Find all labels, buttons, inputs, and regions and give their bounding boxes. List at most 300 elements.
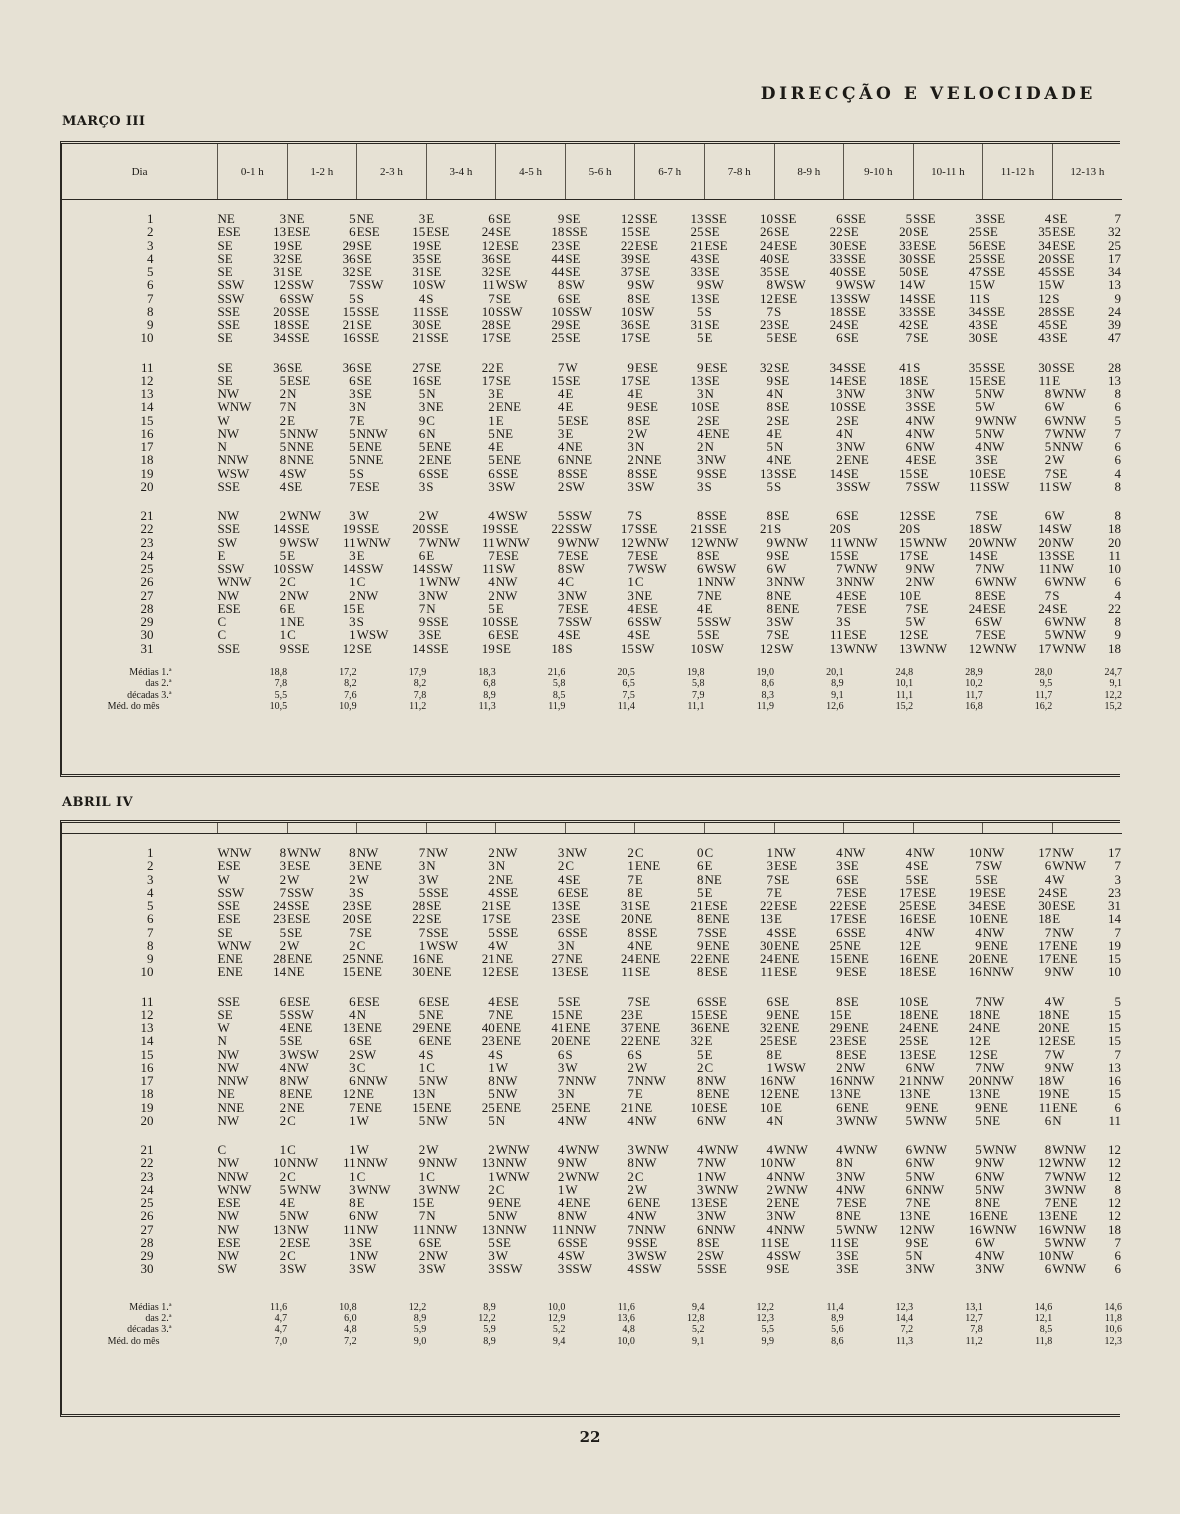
wind-cell xyxy=(496,1074,566,1087)
wind-direction: SSE xyxy=(495,884,519,900)
wind-cell xyxy=(218,589,288,602)
wind-speed: 1 xyxy=(349,627,356,643)
wind-cell xyxy=(1052,278,1122,291)
wind-speed: 3 xyxy=(905,1261,913,1277)
wind-cell xyxy=(426,1170,496,1183)
wind-cell xyxy=(844,1048,914,1061)
wind-speed: 3 xyxy=(418,871,426,887)
average-value: 10,9 xyxy=(339,700,357,712)
wind-direction: ESE xyxy=(913,452,937,468)
wind-direction: ESE xyxy=(982,587,1006,603)
wind-cell xyxy=(635,859,705,872)
wind-cell xyxy=(426,292,496,305)
wind-direction: NNW xyxy=(426,1155,458,1171)
wind-direction: SSE xyxy=(495,614,519,629)
wind-direction: NNW xyxy=(356,1073,388,1088)
wind-direction: SE xyxy=(217,250,233,266)
wind-direction: SSE xyxy=(426,884,449,900)
wind-speed: 5 xyxy=(1114,993,1121,1009)
wind-direction: SSE xyxy=(913,399,936,415)
wind-cell xyxy=(774,374,844,387)
day-number: 22 xyxy=(140,521,154,537)
wind-direction: E xyxy=(565,386,574,401)
wind-speed: 4 xyxy=(627,1261,634,1277)
wind-cell xyxy=(704,1249,774,1262)
wind-speed: 3 xyxy=(349,884,356,900)
wind-direction: SE xyxy=(982,1046,998,1062)
wind-speed: 10 xyxy=(899,587,913,603)
wind-speed: 9 xyxy=(418,412,426,428)
wind-direction: NE xyxy=(843,1086,861,1102)
wind-cell xyxy=(635,1196,705,1209)
wind-direction: WNW xyxy=(1052,1181,1087,1197)
day-number: 4 xyxy=(147,250,154,266)
wind-cell xyxy=(496,575,566,588)
wind-cell xyxy=(774,1074,844,1087)
table-row xyxy=(62,1156,1122,1169)
wind-cell xyxy=(1052,1236,1122,1249)
day-number: 26 xyxy=(140,1208,154,1224)
wind-speed: 3 xyxy=(488,386,495,401)
wind-cell xyxy=(913,387,983,400)
average-value: 8,2 xyxy=(413,678,427,690)
wind-speed: 15 xyxy=(1108,951,1121,966)
wind-speed: 22 xyxy=(829,224,843,240)
average-value: 6,5 xyxy=(622,678,635,690)
table-row xyxy=(62,1021,1122,1034)
wind-cell xyxy=(218,642,288,655)
wind-cell xyxy=(218,265,288,278)
average-value: 11,8 xyxy=(1035,1335,1053,1347)
wind-direction: SSE xyxy=(843,211,866,226)
wind-cell xyxy=(774,265,844,278)
wind-speed: 24 xyxy=(968,600,982,616)
table-row xyxy=(62,239,1122,252)
wind-speed: 6 xyxy=(1114,1261,1121,1277)
wind-speed: 3 xyxy=(836,858,843,874)
wind-direction: E xyxy=(982,1033,991,1049)
wind-speed: 12 xyxy=(760,290,774,306)
wind-direction: SSE xyxy=(217,303,240,319)
wind-direction: N xyxy=(426,858,436,874)
wind-cell xyxy=(983,318,1053,331)
wind-cell xyxy=(1052,414,1122,427)
wind-direction: SE xyxy=(913,224,929,240)
wind-cell xyxy=(704,995,774,1008)
wind-cell xyxy=(218,427,288,440)
wind-speed: 4 xyxy=(766,924,774,940)
wind-cell xyxy=(704,239,774,252)
wind-direction: SE xyxy=(982,224,998,240)
wind-direction: SE xyxy=(704,290,720,306)
wind-cell xyxy=(704,589,774,602)
wind-speed: 29 xyxy=(412,1020,426,1035)
wind-cell xyxy=(426,1021,496,1034)
wind-cell xyxy=(426,926,496,939)
wind-direction: SSW xyxy=(982,478,1010,494)
wind-speed: 3 xyxy=(557,425,565,441)
averages-label-text: Médias xyxy=(129,666,159,678)
wind-direction: WNW xyxy=(982,1221,1017,1237)
wind-cell xyxy=(844,952,914,965)
wind-cell xyxy=(565,1008,635,1021)
wind-cell xyxy=(357,615,427,628)
wind-cell xyxy=(913,1262,983,1275)
wind-speed: 7 xyxy=(766,303,774,319)
table-row xyxy=(62,1262,1122,1275)
wind-cell xyxy=(844,331,914,344)
wind-cell xyxy=(287,562,357,575)
wind-speed: 8 xyxy=(1044,1142,1052,1157)
wind-speed: 21 xyxy=(690,237,704,253)
wind-speed: 2 xyxy=(418,508,426,523)
wind-cell xyxy=(635,589,705,602)
wind-cell xyxy=(287,1236,357,1249)
wind-direction: ESE xyxy=(843,1195,867,1210)
wind-cell xyxy=(983,252,1053,265)
wind-direction: ENE xyxy=(704,1086,730,1102)
wind-direction: SE xyxy=(356,264,372,279)
day-number: 19 xyxy=(140,1099,154,1115)
wind-speed: 19 xyxy=(342,521,356,537)
wind-cell xyxy=(426,1223,496,1236)
wind-direction: ESE xyxy=(982,884,1006,900)
wind-speed: 14 xyxy=(342,561,356,576)
wind-cell xyxy=(565,467,635,480)
wind-speed: 5 xyxy=(488,1112,495,1128)
wind-speed: 2 xyxy=(279,1112,287,1128)
wind-direction: SSW xyxy=(843,290,871,306)
wind-speed: 16 xyxy=(899,911,913,927)
wind-direction: ESE xyxy=(982,627,1006,643)
wind-cell xyxy=(287,374,357,387)
header-blank xyxy=(218,823,288,834)
wind-direction: SE xyxy=(913,547,929,563)
wind-direction: SE xyxy=(634,993,651,1009)
decade-marker: 1.ª xyxy=(161,1301,172,1313)
table-row xyxy=(62,331,1122,344)
wind-cell xyxy=(357,1223,427,1236)
wind-speed: 5 xyxy=(905,1248,913,1263)
averages-row xyxy=(62,678,1122,689)
wind-speed: 4 xyxy=(766,1142,774,1157)
wind-cell xyxy=(774,509,844,522)
average-value: 10,0 xyxy=(547,1301,566,1313)
wind-direction: ESE xyxy=(704,1006,728,1022)
spacer-row xyxy=(62,655,1122,667)
wind-cell xyxy=(426,873,496,886)
wind-speed: 17 xyxy=(481,372,495,388)
wind-speed: 7 xyxy=(557,600,565,616)
wind-cell xyxy=(983,305,1053,318)
wind-cell xyxy=(218,1087,288,1100)
wind-direction: NNE xyxy=(217,1099,245,1115)
wind-cell xyxy=(218,846,288,859)
average-value: 11,9 xyxy=(548,700,566,712)
wind-cell xyxy=(774,331,844,344)
wind-speed: 41 xyxy=(551,1020,565,1035)
wind-cell xyxy=(844,1236,914,1249)
wind-direction: SE xyxy=(495,640,511,656)
wind-cell xyxy=(287,846,357,859)
wind-cell xyxy=(844,212,914,225)
wind-speed: 5 xyxy=(905,1112,913,1128)
wind-speed: 11 xyxy=(343,1221,356,1237)
wind-cell xyxy=(218,886,288,899)
wind-speed: 30 xyxy=(899,250,913,266)
wind-speed: 2 xyxy=(349,937,356,953)
wind-speed: 27 xyxy=(412,359,426,375)
average-value: 5,9 xyxy=(483,1324,496,1336)
wind-direction: N xyxy=(426,386,436,401)
wind-direction: ENE xyxy=(843,1020,869,1035)
wind-direction: SE xyxy=(704,399,720,415)
day-number: 3 xyxy=(147,871,154,887)
wind-cell xyxy=(635,1143,705,1156)
wind-direction: ESE xyxy=(495,237,519,253)
wind-speed: 6 xyxy=(349,224,356,240)
wind-speed: 5 xyxy=(1044,1234,1052,1250)
average-value: 15,2 xyxy=(1104,700,1122,712)
wind-direction: WNW xyxy=(287,508,322,523)
wind-direction: S xyxy=(1052,290,1060,306)
header-blank xyxy=(1052,823,1122,834)
wind-cell xyxy=(565,1262,635,1275)
wind-cell xyxy=(218,1156,288,1169)
wind-direction: NW xyxy=(217,1208,240,1224)
average-value: 8,5 xyxy=(1039,1324,1053,1336)
wind-direction: NNW xyxy=(634,1221,666,1237)
wind-cell xyxy=(983,628,1053,641)
wind-cell xyxy=(704,642,774,655)
wind-speed: 3 xyxy=(836,1168,843,1184)
wind-cell xyxy=(496,509,566,522)
wind-cell xyxy=(1052,912,1122,925)
wind-cell xyxy=(774,886,844,899)
wind-direction: NW xyxy=(217,1112,240,1128)
wind-direction: N xyxy=(843,1155,853,1171)
wind-direction: SSE xyxy=(217,317,240,332)
wind-direction: NW xyxy=(217,508,240,523)
wind-direction: ENE xyxy=(356,1099,382,1115)
wind-cell xyxy=(983,1114,1053,1127)
wind-direction: ESE xyxy=(704,359,728,375)
wind-cell xyxy=(287,886,357,899)
wind-speed: 3 xyxy=(1044,1181,1052,1197)
wind-speed: 33 xyxy=(899,237,913,253)
wind-speed: 5 xyxy=(975,399,982,415)
wind-speed: 43 xyxy=(690,250,704,266)
wind-speed: 8 xyxy=(766,399,774,415)
wind-speed: 28 xyxy=(1038,303,1052,319)
header-blank xyxy=(774,823,844,834)
wind-cell xyxy=(844,1143,914,1156)
wind-cell xyxy=(287,1223,357,1236)
decade-marker: 3.ª xyxy=(161,1324,172,1336)
wind-cell xyxy=(287,400,357,413)
wind-speed: 9 xyxy=(279,534,287,550)
wind-direction: SE xyxy=(774,1261,790,1277)
wind-speed: 11 xyxy=(1038,561,1052,576)
wind-direction: ENE xyxy=(704,911,730,927)
wind-speed: 3 xyxy=(488,478,495,494)
wind-cell xyxy=(1052,536,1122,549)
wind-cell xyxy=(704,1183,774,1196)
day-number: 15 xyxy=(140,412,154,428)
wind-direction: ESE xyxy=(843,911,867,927)
wind-direction: SE xyxy=(843,330,859,346)
wind-speed: 6 xyxy=(627,1046,634,1062)
wind-speed: 45 xyxy=(1038,264,1052,279)
wind-cell xyxy=(635,846,705,859)
wind-direction: SSE xyxy=(426,924,449,940)
wind-speed: 3 xyxy=(418,399,426,415)
wind-direction: ENE xyxy=(634,858,661,874)
wind-cell xyxy=(983,225,1053,238)
average-value: 15,2 xyxy=(895,700,914,712)
wind-speed: 13 xyxy=(968,1086,982,1102)
wind-cell xyxy=(496,414,566,427)
wind-cell xyxy=(774,1008,844,1021)
wind-direction: NW xyxy=(982,1168,1005,1184)
wind-direction: NE xyxy=(704,871,722,887)
wind-direction: SE xyxy=(426,898,442,913)
wind-speed: 6 xyxy=(1044,1112,1052,1128)
wind-cell xyxy=(913,414,983,427)
wind-cell xyxy=(913,278,983,291)
wind-speed: 36 xyxy=(342,250,356,266)
wind-direction: ESE xyxy=(217,1234,241,1250)
wind-direction: S xyxy=(426,290,434,306)
wind-speed: 3 xyxy=(836,1248,843,1263)
wind-cell xyxy=(357,965,427,978)
wind-cell xyxy=(565,602,635,615)
wind-cell xyxy=(357,642,427,655)
table-row xyxy=(62,1196,1122,1209)
wind-cell xyxy=(1052,522,1122,535)
wind-direction: ENE xyxy=(495,1099,522,1115)
average-value: 10,8 xyxy=(339,1301,357,1313)
wind-speed: 5 xyxy=(1114,412,1121,428)
wind-speed: 8 xyxy=(1114,508,1121,523)
wind-direction: WNW xyxy=(913,1112,948,1128)
wind-speed: 7 xyxy=(766,884,774,900)
wind-cell xyxy=(357,509,427,522)
spacer xyxy=(62,493,1122,509)
wind-speed: 2 xyxy=(349,871,356,887)
wind-direction: ENE xyxy=(704,425,730,441)
wind-speed: 24 xyxy=(1038,600,1052,616)
wind-speed: 5 xyxy=(279,425,287,441)
wind-direction: SE xyxy=(704,372,720,388)
wind-speed: 14 xyxy=(829,372,843,388)
wind-speed: 40 xyxy=(829,264,843,279)
wind-direction: SE xyxy=(843,317,859,332)
header-hour: 3-4 h xyxy=(426,144,496,200)
wind-cell xyxy=(496,549,566,562)
day-number: 23 xyxy=(140,1168,154,1184)
wind-direction: W xyxy=(982,1234,995,1250)
wind-direction: S xyxy=(704,478,712,494)
wind-direction: NNW xyxy=(843,1073,875,1088)
average-value: 20,5 xyxy=(617,666,635,678)
wind-cell xyxy=(704,1209,774,1222)
wind-direction: E xyxy=(287,412,296,428)
wind-direction: SE xyxy=(495,372,511,388)
wind-cell xyxy=(357,1021,427,1034)
wind-cell xyxy=(218,414,288,427)
wind-direction: W xyxy=(1052,1046,1065,1062)
wind-cell xyxy=(218,628,288,641)
wind-speed: 33 xyxy=(690,264,704,279)
wind-speed: 10 xyxy=(481,614,495,629)
wind-cell xyxy=(565,480,635,493)
wind-speed: 7 xyxy=(975,627,982,643)
wind-direction: NE xyxy=(356,211,374,226)
wind-cell xyxy=(704,1223,774,1236)
wind-direction: SE xyxy=(495,211,511,226)
wind-speed: 16 xyxy=(1038,1221,1052,1237)
wind-cell xyxy=(287,1156,357,1169)
average-value: 8,3 xyxy=(761,689,775,701)
wind-speed: 31 xyxy=(620,898,634,913)
wind-speed: 32 xyxy=(690,1033,704,1049)
wind-speed: 15 xyxy=(829,547,843,563)
wind-cell xyxy=(844,995,914,1008)
wind-speed: 13 xyxy=(829,1086,843,1102)
wind-direction: ESE xyxy=(217,1195,241,1210)
wind-speed: 11 xyxy=(969,478,982,494)
wind-speed: 16 xyxy=(412,372,426,388)
wind-speed: 7 xyxy=(766,871,774,887)
wind-cell xyxy=(635,562,705,575)
wind-direction: SSE xyxy=(843,303,866,319)
wind-direction: SE xyxy=(774,359,790,375)
wind-speed: 22 xyxy=(412,911,426,927)
wind-speed: 7 xyxy=(418,534,426,550)
wind-direction: NE xyxy=(634,1099,653,1115)
wind-direction: ESE xyxy=(356,993,380,1009)
wind-speed: 10 xyxy=(760,211,774,226)
wind-cell xyxy=(357,467,427,480)
wind-direction: W xyxy=(495,1059,509,1075)
wind-direction: SE xyxy=(843,224,859,240)
wind-speed: 13 xyxy=(273,224,287,240)
wind-speed: 23 xyxy=(551,237,565,253)
wind-cell xyxy=(565,615,635,628)
wind-cell xyxy=(565,212,635,225)
wind-speed: 4 xyxy=(1114,465,1121,481)
wind-cell xyxy=(913,912,983,925)
header-row xyxy=(62,823,1122,834)
wind-direction: SE xyxy=(217,264,233,279)
wind-direction: C xyxy=(426,1059,435,1075)
wind-speed: 10 xyxy=(760,1099,774,1115)
wind-cell xyxy=(565,509,635,522)
wind-cell xyxy=(635,331,705,344)
wind-speed: 9 xyxy=(975,1099,982,1115)
wind-direction: W xyxy=(426,508,439,523)
wind-speed: 16 xyxy=(968,1208,982,1224)
wind-direction: SE xyxy=(843,508,859,523)
wind-direction: SSW xyxy=(217,561,245,576)
wind-cell xyxy=(496,628,566,641)
wind-speed: 29 xyxy=(829,1020,843,1035)
wind-speed: 2 xyxy=(418,1248,426,1263)
average-value: 9,9 xyxy=(761,1335,775,1347)
wind-cell xyxy=(913,225,983,238)
wind-cell xyxy=(774,995,844,1008)
